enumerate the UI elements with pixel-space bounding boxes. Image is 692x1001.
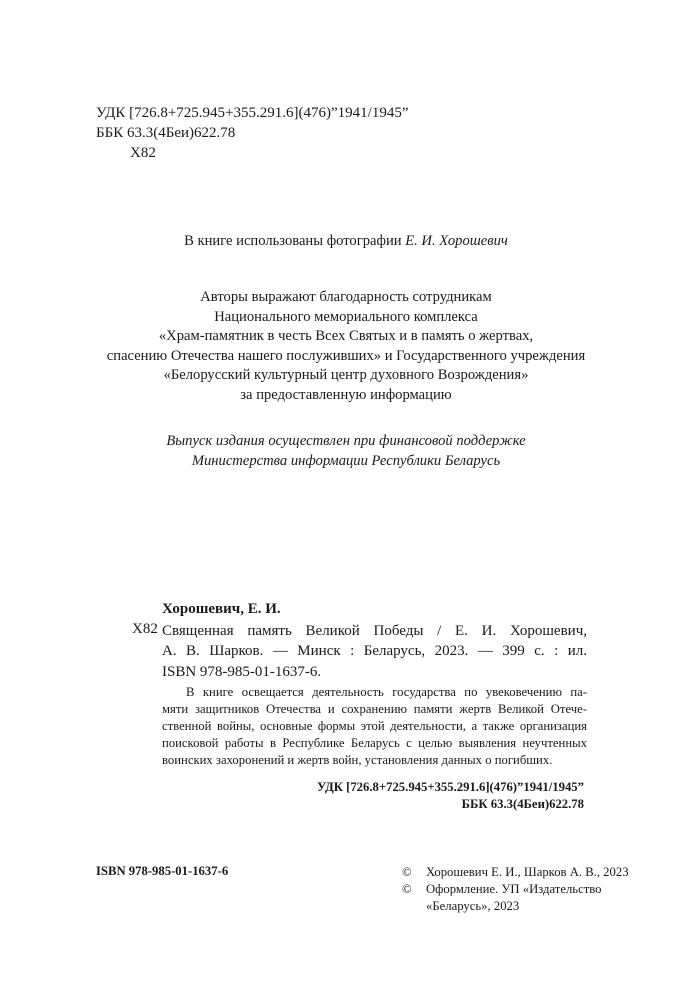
acknowledgement — [0, 288, 692, 406]
funding-line: Министерства информации Республики Беларусь — [191, 452, 501, 469]
catalog-codes — [317, 779, 584, 813]
acknowledgement-line: «Белорусский культурный центр духовного Возрождения» — [163, 367, 529, 384]
udk-block-top — [96, 103, 408, 163]
footer-isbn: ISBN 978-985-01-1637-6 — [96, 864, 229, 878]
udk-code: УДК [726.8+725.945+355.291.6](476)”1941/1945” — [96, 105, 409, 121]
catalog-annotation — [162, 684, 587, 769]
copyright-authors: Хорошевич Е. И., Шарков А. В., 2023 — [426, 865, 629, 879]
acknowledgement-line: Национального мемориального комплекса — [214, 308, 478, 325]
bbk-code: ББК 63.3(4Беи)622.78 — [96, 125, 236, 141]
photos-credit — [0, 233, 692, 250]
catalog-title-line: А. В. Шарков. — Минск : Беларусь, 2023. — 399 с. : ил. — [162, 643, 587, 659]
copyright-block — [402, 864, 629, 915]
copyright-design-cont: «Беларусь», 2023 — [426, 899, 520, 913]
acknowledgement-line: «Храм-памятник в честь Всех Святых и в память о жертвах, — [158, 328, 534, 345]
copyright-design: Оформление. УП «Издательство — [426, 882, 602, 896]
catalog-isbn: ISBN 978-985-01-1637-6. — [162, 664, 322, 680]
catalog-title — [162, 621, 587, 661]
acknowledgement-line: Авторы выражают благодарность сотрудникам — [200, 289, 492, 305]
catalog-index: Х82 — [132, 621, 158, 637]
photos-credit-name: Е. И. Хорошевич — [405, 233, 508, 249]
copyright-symbol: © — [402, 865, 412, 879]
funding-note — [0, 432, 692, 471]
copyright-row — [402, 864, 629, 881]
annotation-line: мяти защитников Отечества и сохранению памяти жертв Великой Отече- — [162, 702, 587, 716]
catalog-author: Хорошевич, Е. И. — [162, 601, 281, 617]
funding-line: Выпуск издания осуществлен при финансовой поддержке — [166, 433, 526, 449]
acknowledgement-line: за предоставленную информацию — [240, 386, 452, 403]
catalog-title-line: Священная память Великой Победы / Е. И. Хорошевич, — [162, 623, 587, 639]
annotation-line: В книге освещается деятельность государства по увековечению па- — [186, 685, 587, 699]
annotation-line: воинских захоронений и жертв войн, установления данных о погибших. — [162, 753, 553, 767]
copyright-symbol: © — [402, 882, 412, 896]
catalog-udk: УДК [726.8+725.945+355.291.6](476)”1941/1945” — [316, 780, 584, 794]
catalog-bbk: ББК 63.3(4Беи)622.78 — [461, 797, 584, 811]
photos-credit-text: В книге использованы фотографии — [184, 233, 406, 249]
annotation-line: поисковой работы в Республике Беларусь с целью выявления неучтенных — [162, 736, 587, 750]
author-index: Х82 — [130, 145, 156, 161]
annotation-line: ственной войны, основные формы этой деятельности, а также организация — [162, 719, 587, 733]
copyright-row — [402, 881, 629, 898]
acknowledgement-line: спасению Отечества нашего послуживших» и Государственного учреждения — [106, 347, 586, 364]
